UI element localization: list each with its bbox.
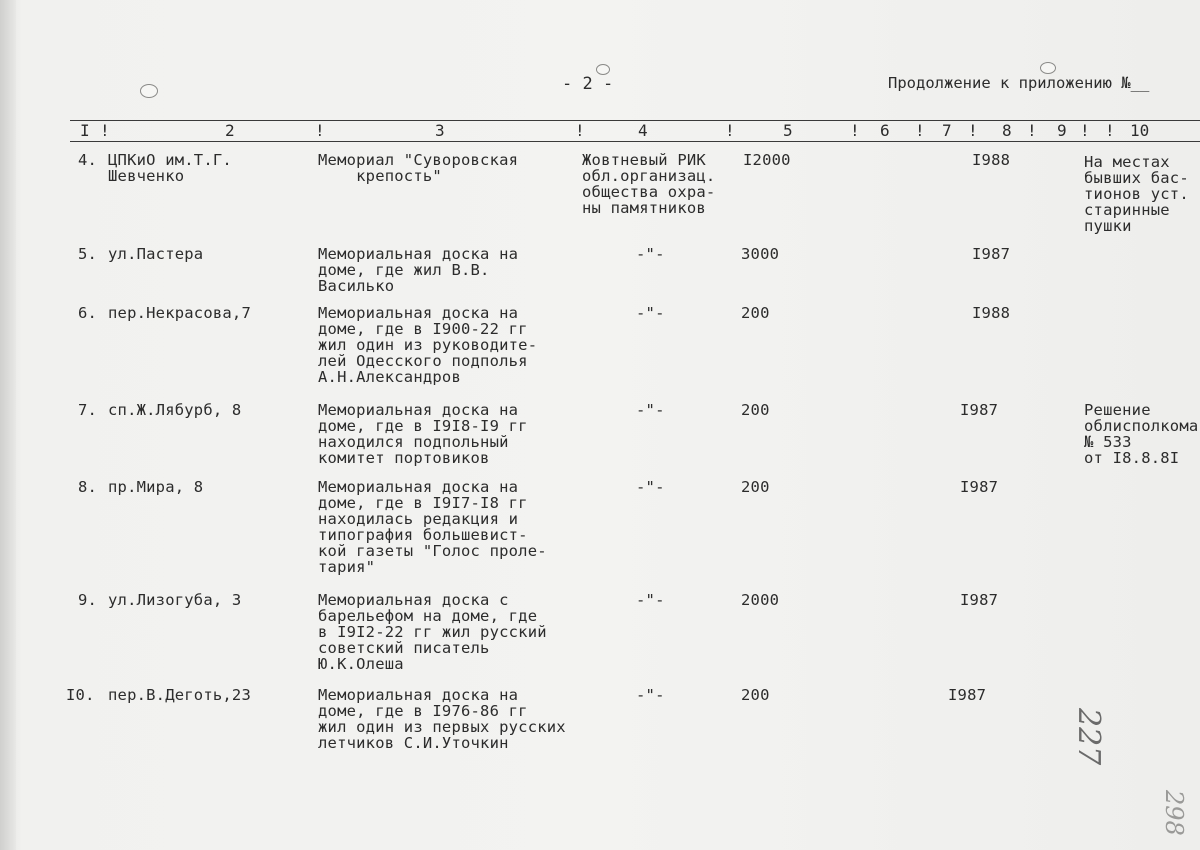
row-number: 4.: [78, 151, 98, 169]
row-year: I987: [948, 686, 987, 704]
row-number: 7.: [78, 401, 98, 419]
row-address: пер.В.Деготь,23: [108, 686, 251, 704]
row-organization: -"-: [636, 591, 665, 609]
row-amount: 3000: [741, 245, 780, 263]
row-number: 8.: [78, 478, 98, 496]
column-separator: !: [1105, 121, 1115, 140]
row-description: Мемориальная доска на доме, где жил В.В. Василько: [318, 245, 519, 295]
column-label: 3: [435, 121, 445, 140]
column-separator: !: [1080, 121, 1090, 140]
row-address: сп.Ж.Лябурб, 8: [108, 401, 242, 419]
column-label: 7: [942, 121, 952, 140]
row-organization: -"-: [636, 245, 665, 263]
handwritten-sheet-number: 227: [1071, 708, 1106, 766]
row-description: Мемориальная доска с барельефом на доме, где в I9I2-22 гг жил русский советский писатель Ю.К.Олеша: [318, 591, 547, 673]
column-separator: !: [850, 121, 860, 140]
row-address: пер.Некрасова,7: [108, 304, 251, 322]
row-number: 5.: [78, 245, 98, 263]
table-header-rule: [70, 141, 1200, 142]
column-separator: !: [575, 121, 585, 140]
column-separator: !: [1027, 121, 1037, 140]
row-amount: I2000: [743, 151, 791, 169]
page-number: - 2 -: [562, 74, 614, 94]
row-address: ЦПКиО им.Т.Г. Шевченко: [108, 151, 232, 185]
row-organization: Жовтневый РИК обл.организац. общества охра- ны памятников: [582, 151, 716, 217]
row-amount: 2000: [741, 591, 780, 609]
row-organization: -"-: [636, 401, 665, 419]
page-edge-shadow: [0, 0, 16, 850]
row-organization: -"-: [636, 478, 665, 496]
row-amount: 200: [741, 478, 770, 496]
column-number-row: [70, 121, 1200, 139]
row-organization: -"-: [636, 304, 665, 322]
row-description: Мемориальная доска на доме, где в I976-86 гг жил один из первых русских летчиков С.И.Уточкин: [318, 686, 566, 752]
row-address: пр.Мира, 8: [108, 478, 204, 496]
column-separator: !: [100, 121, 110, 140]
row-address: ул.Пастера: [108, 245, 204, 263]
row-year: I987: [960, 401, 999, 419]
row-year: I987: [972, 245, 1011, 263]
row-number: 6.: [78, 304, 98, 322]
punch-hole: [1040, 62, 1056, 74]
row-number: I0.: [66, 686, 95, 704]
row-description: Мемориал "Суворовская крепость": [318, 151, 519, 185]
row-address: ул.Лизогуба, 3: [108, 591, 242, 609]
column-label: 6: [880, 121, 890, 140]
column-label: 10: [1130, 121, 1150, 140]
row-description: Мемориальная доска на доме, где в I9I8-I9 гг находился подпольный комитет портовиков: [318, 401, 528, 467]
row-amount: 200: [741, 304, 770, 322]
punch-hole: [140, 84, 158, 98]
appendix-header: Продолжение к приложению №__: [888, 74, 1150, 92]
column-label: 8: [1002, 121, 1012, 140]
column-separator: !: [315, 121, 325, 140]
column-separator: !: [725, 121, 735, 140]
column-label: 2: [225, 121, 235, 140]
row-organization: -"-: [636, 686, 665, 704]
row-year: I988: [972, 304, 1011, 322]
row-amount: 200: [741, 686, 770, 704]
column-label: 4: [638, 121, 648, 140]
row-number: 9.: [78, 591, 98, 609]
column-separator: !: [915, 121, 925, 140]
column-label: 9: [1057, 121, 1067, 140]
column-label: I: [80, 121, 90, 140]
row-note: Решение облисполкома № 533 от I8.8.8I: [1084, 401, 1199, 467]
row-year: I988: [972, 151, 1011, 169]
row-year: I987: [960, 591, 999, 609]
column-label: 5: [783, 121, 793, 140]
row-description: Мемориальная доска на доме, где в I9I7-I8 гг находилась редакция и типография большевист- кой газеты "Голос проле- тария": [318, 478, 547, 576]
handwritten-sheet-number-faded: 298: [1160, 790, 1188, 836]
row-amount: 200: [741, 401, 770, 419]
column-separator: !: [968, 121, 978, 140]
row-year: I987: [960, 478, 999, 496]
row-note: На местах бывших бас- тионов уст. старинные пушки: [1084, 153, 1189, 235]
row-description: Мемориальная доска на доме, где в I900-22 гг жил один из руководите- лей Одесского подполья А.Н.Александров: [318, 304, 538, 386]
